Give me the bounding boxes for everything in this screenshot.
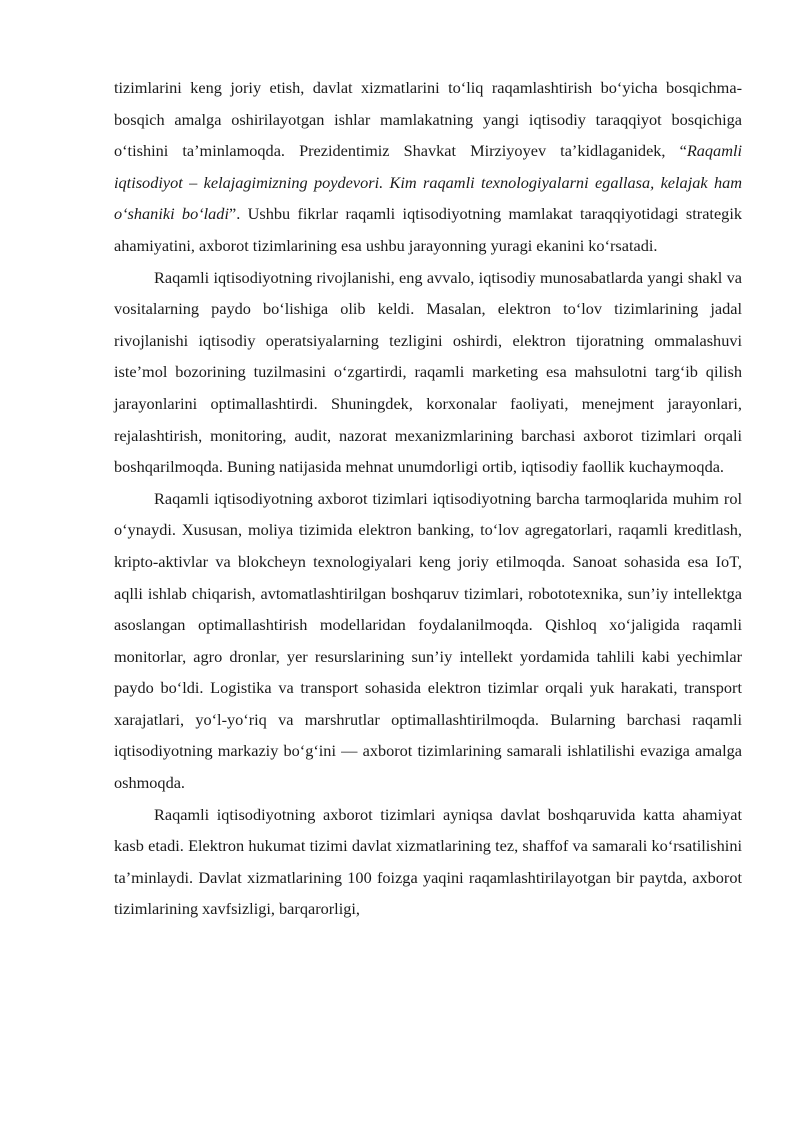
paragraph-3: Raqamli iqtisodiyotning axborot tizimlari iqtisodiyotning barcha tarmoqlarida muhim rol o‘ynaydi. Xususan, moliya tizimida elektron banking, to‘lov agregatorlari, raqamli kreditlash, kripto-aktivlar va blokcheyn texnologiyalari keng joriy etilmoqda. Sanoat sohasida esa IoT, aqlli ishlab chiqarish, avtomatlashtirilgan boshqaruv tizimlari, robototexnika, sun’iy intellektga asoslangan optimallashtirish modellaridan foydalanilmoqda. Qishloq xo‘jaligida raqamli monitorlar, agro dronlar, yer resurslarining sun’iy intellekt yordamida tahlili kabi yechimlar paydo bo‘ldi. Logistika va transport sohasida elektron tizimlar orqali yuk harakati, transport xarajatlari, yo‘l-yo‘riq va marshrutlar optimallashtirilmoqda. Bularning barchasi raqamli iqtisodiyotning markaziy bo‘g‘ini — axborot tizimlarining samarali ishlatilishi evaziga amalga oshmoqda. — [114, 488, 742, 793]
document-page — [114, 72, 742, 925]
paragraph-1 — [114, 72, 742, 262]
paragraph-1-quote: Raqamli iqtisodiyot – kelajagimizning poydevori. Kim raqamli texnologiyalarni egallasa, kelajak ham o‘shaniki bo‘ladi — [114, 141, 742, 224]
paragraph-1-text-before-quote: tizimlarini keng joriy etish, davlat xizmatlarini to‘liq raqamlashtirish bo‘yicha bosqichma-bosqich amalga oshirilayotgan ishlar mamlakatning yangi iqtisodiy taraqqiyot bosqichiga o‘tishini ta’minlamoqda. Prezidentimiz Shavkat Mirziyoyev ta’kidlaganidek, “ — [114, 78, 742, 161]
paragraph-4: Raqamli iqtisodiyotning axborot tizimlari ayniqsa davlat boshqaruvida katta ahamiyat kasb etadi. Elektron hukumat tizimi davlat xizmatlarining tez, shaffof va samarali ko‘rsatilishini ta’minlaydi. Davlat xizmatlarining 100 foizga yaqini raqamlashtirilayotgan bir paytda, axborot tizimlarining xavfsizligi, barqarorligi, — [114, 804, 742, 919]
paragraph-1-text-after-quote: ”. Ushbu fikrlar raqamli iqtisodiyotning mamlakat taraqqiyotidagi strategik ahamiyatini, axborot tizimlarining esa ushbu jarayonning yuragi ekanini ko‘rsatadi. — [114, 204, 742, 255]
paragraph-2: Raqamli iqtisodiyotning rivojlanishi, eng avvalo, iqtisodiy munosabatlarda yangi shakl va vositalarning paydo bo‘lishiga olib keldi. Masalan, elektron to‘lov tizimlarining jadal rivojlanishi iqtisodiy operatsiyalarning tezligini oshirdi, elektron tijoratning ommalashuvi iste’mol bozorining tuzilmasini o‘zgartirdi, raqamli marketing esa mahsulotni targ‘ib qilish jarayonlarini optimallashtirdi. Shuningdek, korxonalar faoliyati, menejment jarayonlari, rejalashtirish, monitoring, audit, nazorat mexanizmlarining barchasi axborot tizimlari orqali boshqarilmoqda. Buning natijasida mehnat unumdorligi ortib, iqtisodiy faollik kuchaymoqda. — [114, 267, 742, 477]
